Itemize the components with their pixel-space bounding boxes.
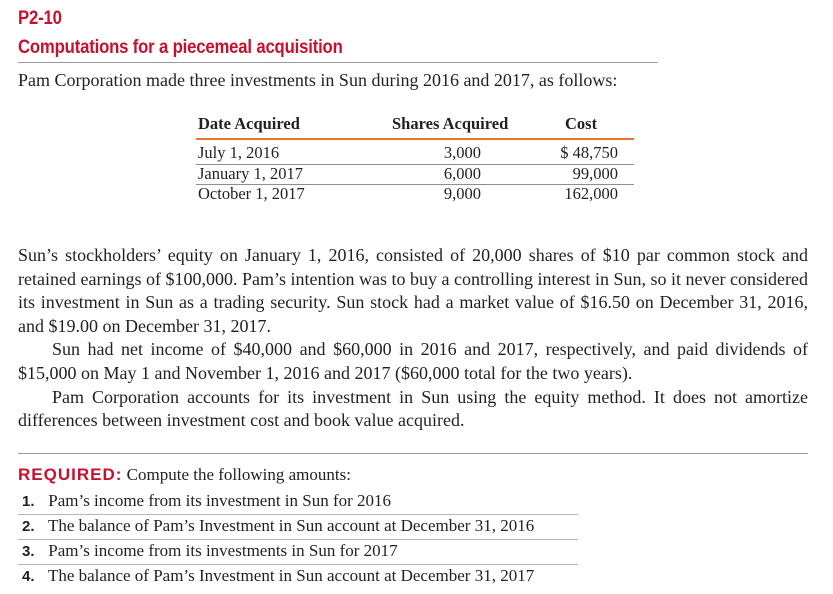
problem-number: P2-10 — [18, 8, 62, 29]
required-list — [18, 490, 578, 590]
required-item-number: 2. — [22, 518, 35, 535]
cell-shares: 3,000 — [443, 143, 481, 162]
title-divider — [18, 62, 658, 63]
table-row — [196, 184, 634, 204]
paragraph-method: Pam Corporation accounts for its investment in Sun using the equity method. It does not amortize differences between investment cost and book value acquired. — [18, 386, 808, 431]
problem-body — [18, 244, 808, 433]
cell-shares: 9,000 — [443, 184, 481, 203]
cell-date: October 1, 2017 — [198, 184, 305, 203]
required-item-text: The balance of Pam’s Investment in Sun account at December 31, 2016 — [47, 516, 535, 535]
problem-title: Computations for a piecemeal acquisition — [18, 37, 343, 58]
required-item — [18, 490, 578, 515]
required-item-number: 3. — [22, 543, 35, 560]
required-item — [18, 515, 578, 540]
cell-cost: 162,000 — [564, 184, 618, 203]
required-instruction: Compute the following amounts: — [126, 465, 351, 484]
problem-intro: Pam Corporation made three investments in Sun during 2016 and 2017, as follows: — [18, 70, 618, 90]
paragraph-income: Sun had net income of $40,000 and $60,000 in 2016 and 2017, respectively, and paid dividends of $15,000 on May 1 and November 1, 2016 and 2017 ($60,000 total for the two years). — [18, 339, 808, 383]
required-item-text: Pam’s income from its investments in Sun for 2017 — [48, 541, 398, 560]
cell-date: January 1, 2017 — [198, 164, 303, 183]
cell-shares: 6,000 — [443, 164, 481, 183]
required-label: REQUIRED: — [18, 465, 123, 484]
paragraph-equity: Sun’s stockholders’ equity on January 1, 2016, consisted of 20,000 shares of $10 par common stock and retained earnings of $100,000. Pam’s intention was to buy a controlling interest in Sun, so it never considered its investment in Sun as a trading security. Sun stock had a market value of $16.50 on December 31, 2016, and $19.00 on December 31, 2017. — [18, 245, 808, 336]
required-heading — [18, 465, 351, 485]
required-item-text: Pam’s income from its investment in Sun for 2016 — [48, 491, 392, 510]
required-item — [18, 565, 578, 590]
table-header-rule — [196, 138, 634, 140]
cell-cost: 99,000 — [572, 164, 618, 183]
cell-cost: $ 48,750 — [560, 143, 618, 162]
column-header-shares-acquired: Shares Acquired — [392, 114, 509, 133]
column-header-date-acquired: Date Acquired — [198, 114, 300, 133]
cell-date: July 1, 2016 — [198, 143, 280, 162]
table-row — [196, 164, 634, 184]
required-item-number: 4. — [22, 568, 35, 585]
required-item — [18, 540, 578, 565]
investments-table — [196, 112, 634, 202]
column-header-cost: Cost — [565, 114, 598, 133]
required-item-number: 1. — [22, 493, 35, 510]
required-item-text: The balance of Pam’s Investment in Sun account at December 31, 2017 — [47, 566, 535, 585]
required-divider — [18, 453, 808, 454]
table-row — [196, 143, 634, 163]
